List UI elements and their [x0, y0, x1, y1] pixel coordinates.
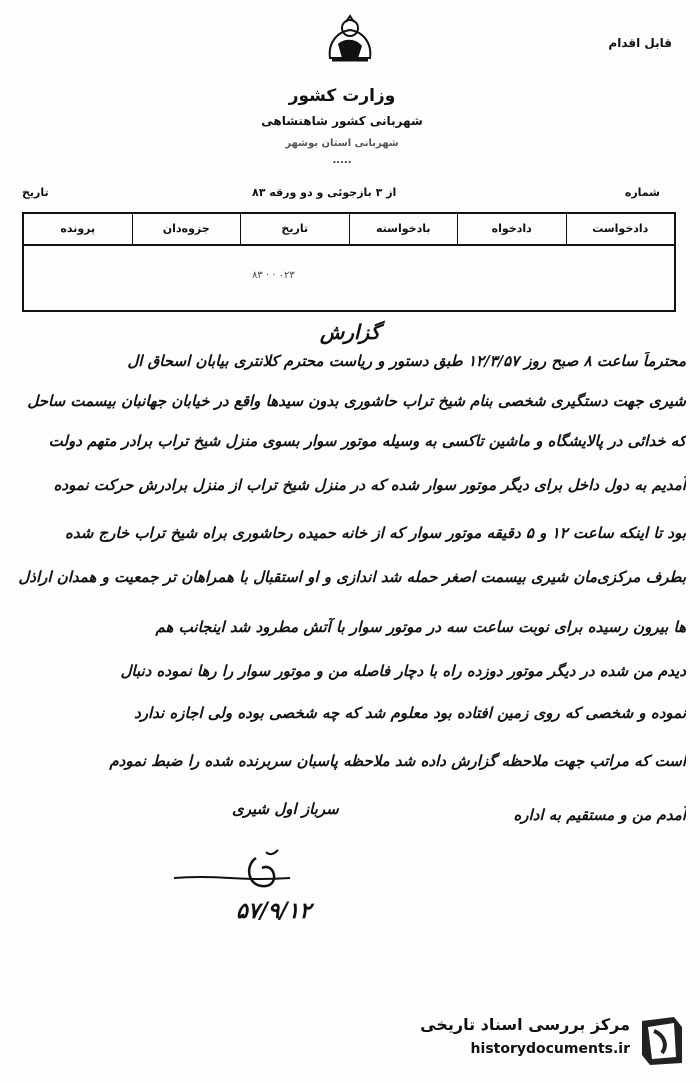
header-dots: .....: [332, 155, 352, 166]
form-table: [22, 212, 676, 312]
lion-and-sun-emblem: [320, 14, 380, 70]
report-line: آمدیم به دول داخل برای دیگر موتور سوار شده که در منزل شیخ تراب از منزل برادرش حرکت نموده: [53, 476, 686, 494]
report-line: بود تا اینکه ساعت ۱۲ و ۵ دقیقه موتور سوار که از خانه حمیده رحاشوری براه شیخ تراب خارج شده: [64, 524, 686, 542]
signature-date: ۵۷/۹/۱۲: [236, 898, 312, 924]
subject-text: از ۳ بازجوئی و دو ورقه ۸۳: [252, 186, 397, 199]
form-header-row: [24, 214, 674, 246]
form-header-cell: بادخواسته: [349, 214, 458, 244]
report-line: نموده و شخصی که روی زمین افتاده بود معلوم شد که چه شخصی بوده ولی اجازه ندارد: [134, 704, 686, 722]
form-stamp: ۸۳ · · ۰۲۳: [252, 270, 295, 281]
report-line: آمدم من و مستقیم به اداره: [513, 806, 686, 824]
number-label: شماره: [624, 186, 660, 199]
date-label: تاریخ: [22, 186, 49, 199]
form-header-cell: تاریخ: [240, 214, 349, 244]
form-header-cell: دادخواه: [457, 214, 566, 244]
report-line: محترماً ساعت ۸ صبح روز ۱۲/۳/۵۷ طبق دستور و ریاست محترم کلانتری بیابان اسحاق ال: [127, 352, 686, 370]
watermark: [412, 1007, 692, 1077]
report-line: شیری جهت دستگیری شخصی بنام شیخ تراب حاشوری بدون سیدها واقع در خیابان جهانبان بیسمت ساحل: [27, 392, 686, 410]
report-line: بطرف مرکزی‌مان شیری بیسمت اصغر حمله شد اندازی و او استقبال با همراهان تر جمعیت و همدان اراذل: [18, 568, 686, 586]
office-title: شهربانی استان بوشهر: [285, 138, 399, 149]
meta-row: [0, 186, 700, 206]
report-line: دیدم من شده در دیگر موتور دوزده راه با دچار فاصله من و موتور سوار را رها نموده دنبال: [120, 662, 686, 680]
signature-scribble: [170, 848, 330, 898]
form-header-cell: جزوه‌دان: [132, 214, 241, 244]
ministry-title: وزارت کشور: [288, 86, 396, 106]
archive-logo-icon: [638, 1015, 686, 1067]
form-header-cell: دادخواست: [566, 214, 675, 244]
signature-name: سرباز اول شیری: [232, 800, 339, 818]
report-title: گزارش: [319, 320, 381, 344]
form-header-cell: پرونده: [60, 222, 96, 235]
report-line: که خدائی در پالایشگاه و ماشین تاکسی به‌ وسیله موتور سوار بسوی منزل شیخ تراب برادر متهم دولت: [48, 432, 686, 450]
watermark-title: مرکز بررسی اسناد تاریخی: [420, 1015, 630, 1034]
report-line: است که مراتب جهت ملاحظه گزارش داده‌ شد ملاحظه پاسبان سربرنده شده را ضبط نمودم: [109, 752, 686, 770]
watermark-url: historydocuments.ir: [470, 1041, 630, 1057]
municipality-title: شهربانی کشور شاهنشاهی: [261, 114, 423, 128]
report-line: ها بیرون رسیده برای نوبت ساعت سه در موتور سوار با آتش مطرود شد اینجانب هم: [155, 618, 686, 636]
corner-label: قابل اقدام: [608, 36, 672, 50]
